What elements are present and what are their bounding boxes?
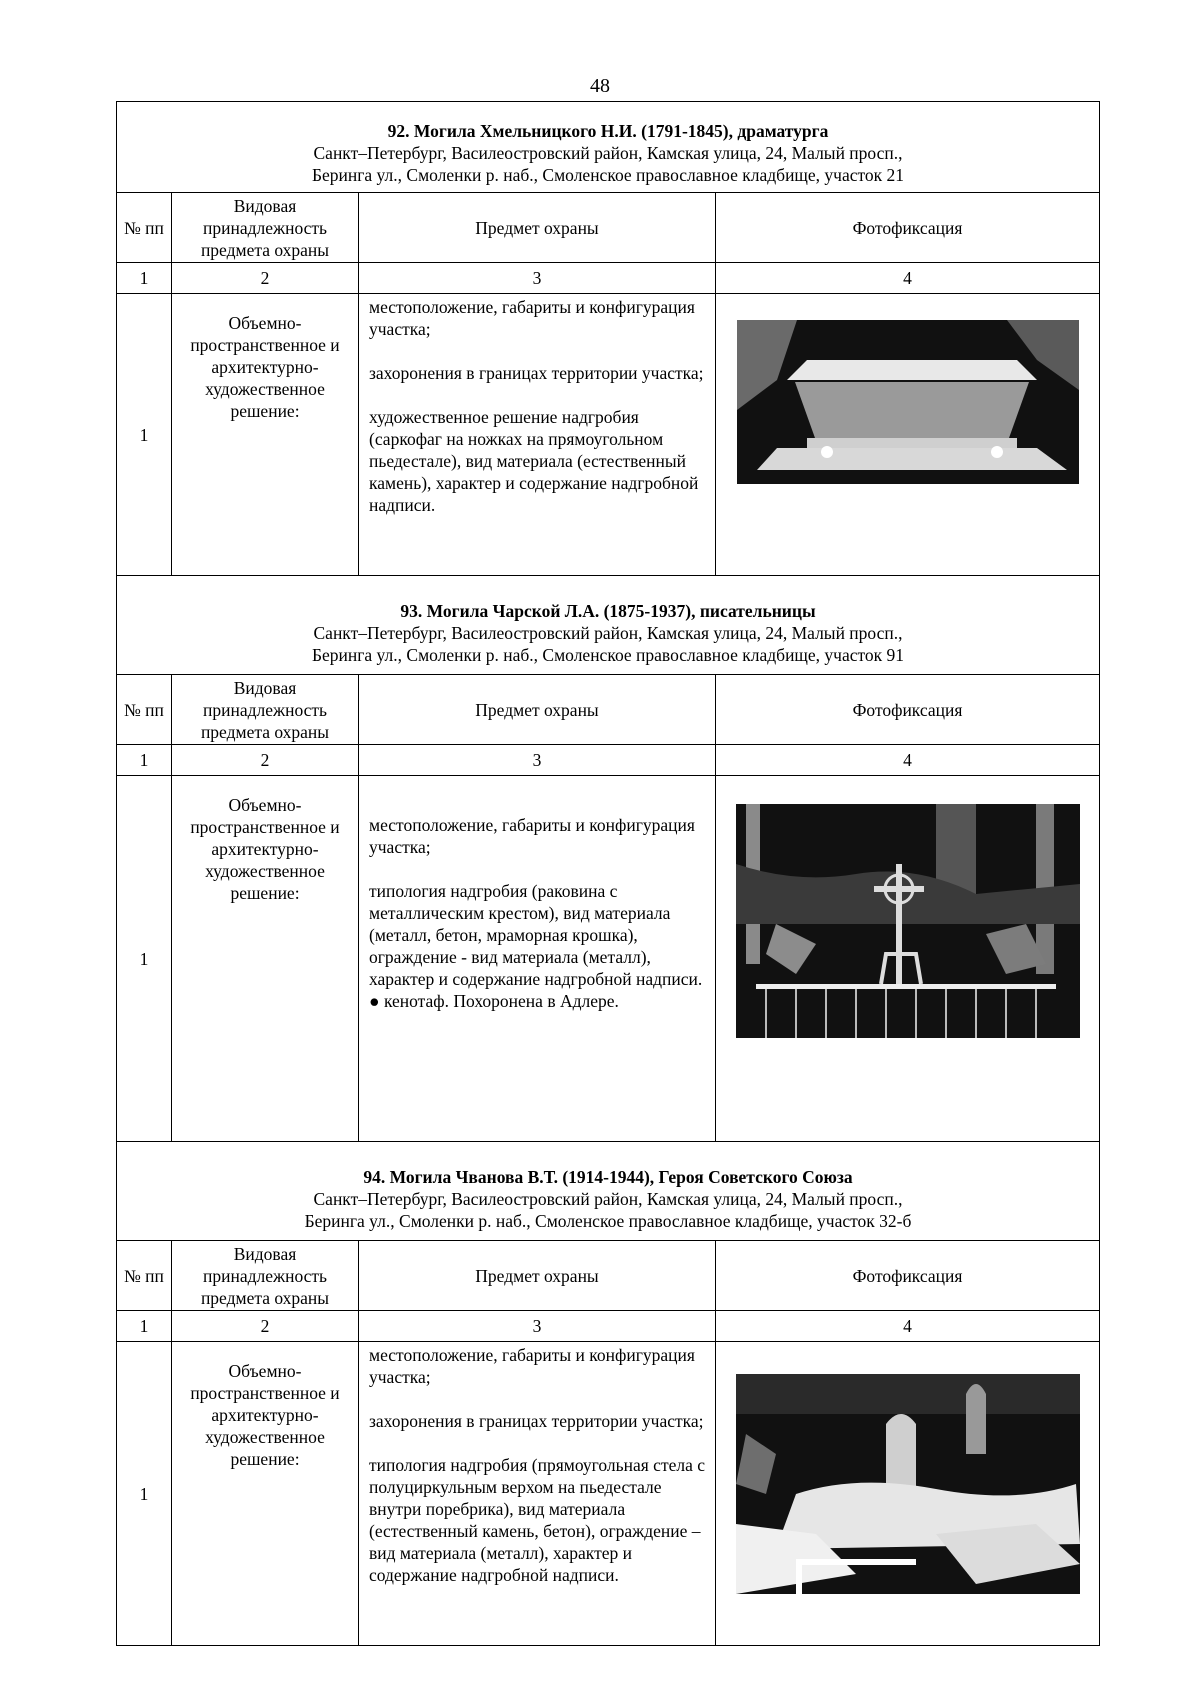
header-n: № пп: [117, 675, 172, 745]
column-number: 3: [359, 745, 716, 776]
section-address: Беринга ул., Смоленки р. наб., Смоленское православное кладбище, участок 91: [311, 645, 905, 665]
sarcophagus-photo: [737, 320, 1079, 484]
header-subject: Предмет охраны: [359, 1241, 716, 1311]
subject-cell: [359, 1342, 716, 1646]
kind-cell: Объемно-пространственное и архитектурно-художественное решение:: [172, 1342, 359, 1646]
subject-paragraph: местоположение, габариты и конфигурация участка;: [369, 1345, 695, 1387]
header-kind: Видовая принадлежность предмета охраны: [172, 1241, 359, 1311]
bullet-text: кенотаф. Похоронена в Адлере.: [383, 991, 619, 1011]
section-address: Беринга ул., Смоленки р. наб., Смоленское православное кладбище, участок 21: [311, 165, 905, 185]
monuments-table: [116, 101, 1100, 1646]
photo-cell: [716, 776, 1100, 1142]
subject-cell: [359, 776, 716, 1142]
column-number-row: [117, 263, 1100, 294]
table-row: [117, 776, 1100, 1142]
column-header-row: [117, 193, 1100, 263]
section-title: 94. Могила Чванова В.Т. (1914-1944), Героя Советского Союза: [363, 1167, 853, 1187]
header-photo: Фотофиксация: [716, 1241, 1100, 1311]
header-subject: Предмет охраны: [359, 675, 716, 745]
section-title: 92. Могила Хмельницкого Н.И. (1791-1845), драматурга: [387, 121, 829, 141]
column-number: 2: [172, 263, 359, 294]
column-number: 1: [117, 263, 172, 294]
section-header: [117, 102, 1100, 193]
kind-cell: Объемно-пространственное и архитектурно-художественное решение:: [172, 294, 359, 576]
header-kind: Видовая принадлежность предмета охраны: [172, 193, 359, 263]
column-number-row: [117, 745, 1100, 776]
column-number: 4: [716, 1311, 1100, 1342]
section-header: [117, 576, 1100, 675]
subject-paragraph: местоположение, габариты и конфигурация участка;: [369, 297, 695, 339]
column-number: 4: [716, 745, 1100, 776]
subject-bullet: [369, 990, 707, 1012]
header-kind: Видовая принадлежность предмета охраны: [172, 675, 359, 745]
row-number: 1: [117, 1342, 172, 1646]
column-number: 1: [117, 745, 172, 776]
bullet-icon: ●: [369, 991, 380, 1011]
header-photo: Фотофиксация: [716, 675, 1100, 745]
section-title: 93. Могила Чарской Л.А. (1875-1937), писательницы: [400, 601, 816, 621]
subject-paragraph: захоронения в границах территории участка;: [369, 363, 704, 383]
photo-cell: [716, 1342, 1100, 1646]
section-header: [117, 1142, 1100, 1241]
section-address: Санкт–Петербург, Василеостровский район, Камская улица, 24, Малый просп.,: [313, 623, 903, 643]
column-number: 3: [359, 263, 716, 294]
row-number: 1: [117, 294, 172, 576]
column-number: 1: [117, 1311, 172, 1342]
subject-paragraph: типология надгробия (прямоугольная стела с полуциркульным верхом на пьедестале внутри поребрика), вид материала (естественный камень, бетон), ограждение – вид материала (металл), характер и содержание надгробной надписи.: [369, 1455, 706, 1585]
subject-paragraph: местоположение, габариты и конфигурация участка;: [369, 815, 695, 857]
subject-paragraph: типология надгробия (раковина с металлическим крестом), вид материала (металл, бетон, мраморная крошка), ограждение - вид материала (металл), характер и содержание надгробной надписи.: [369, 881, 703, 989]
header-n: № пп: [117, 193, 172, 263]
subject-cell: [359, 294, 716, 576]
column-number: 4: [716, 263, 1100, 294]
section-address: Санкт–Петербург, Василеостровский район, Камская улица, 24, Малый просп.,: [313, 143, 903, 163]
cross-grave-photo: [736, 804, 1080, 1038]
section-address: Беринга ул., Смоленки р. наб., Смоленское православное кладбище, участок 32-б: [304, 1211, 912, 1231]
section-address: Санкт–Петербург, Василеостровский район, Камская улица, 24, Малый просп.,: [313, 1189, 903, 1209]
header-n: № пп: [117, 1241, 172, 1311]
page-number: 48: [590, 75, 610, 97]
row-number: 1: [117, 776, 172, 1142]
table-row: [117, 294, 1100, 576]
header-photo: Фотофиксация: [716, 193, 1100, 263]
column-number: 2: [172, 745, 359, 776]
column-header-row: [117, 1241, 1100, 1311]
column-number: 2: [172, 1311, 359, 1342]
header-subject: Предмет охраны: [359, 193, 716, 263]
subject-paragraph: художественное решение надгробия (саркофаг на ножках на прямоугольном пьедестале), вид материала (естественный камень), характер и содержание надгробной надписи.: [369, 407, 699, 515]
column-header-row: [117, 675, 1100, 745]
table-row: [117, 1342, 1100, 1646]
stele-photo: [736, 1374, 1080, 1594]
photo-cell: [716, 294, 1100, 576]
column-number-row: [117, 1311, 1100, 1342]
kind-cell: Объемно-пространственное и архитектурно-художественное решение:: [172, 776, 359, 1142]
column-number: 3: [359, 1311, 716, 1342]
subject-paragraph: захоронения в границах территории участка;: [369, 1411, 704, 1431]
